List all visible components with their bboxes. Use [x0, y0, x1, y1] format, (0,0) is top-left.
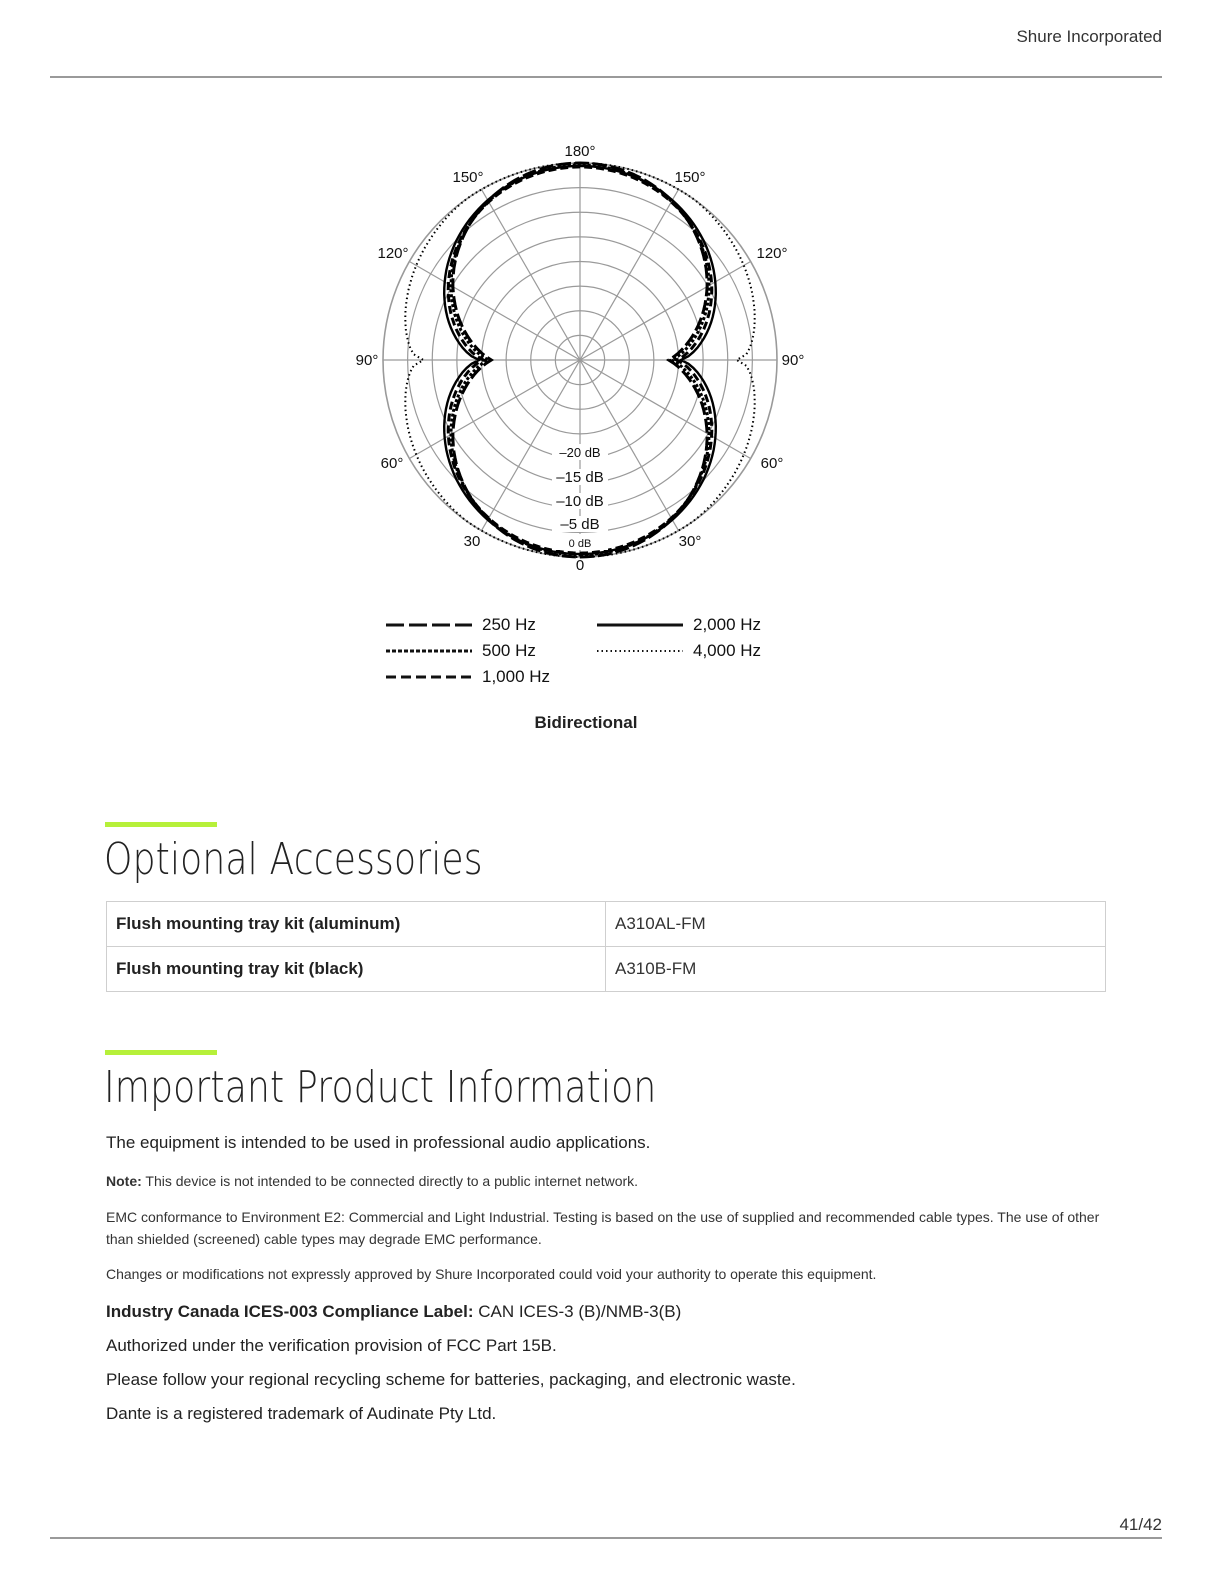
table-row: [107, 902, 1106, 947]
ic-label: Industry Canada ICES-003 Compliance Label:: [106, 1302, 474, 1321]
angle-label: 30°: [678, 533, 702, 550]
info-dante: Dante is a registered trademark of Audinate Pty Ltd.: [106, 1404, 497, 1423]
ring-label: –20 dB: [559, 445, 601, 460]
info-paragraph-professional: The equipment is intended to be used in professional audio applications.: [106, 1133, 651, 1152]
ring-label: 0 dB: [568, 538, 592, 550]
legend-item-250hz: [386, 614, 536, 636]
note-text: This device is not intended to be connected directly to a public internet network.: [141, 1173, 639, 1189]
angle-label: 60°: [380, 455, 404, 472]
section-accent-bar: [105, 1050, 217, 1055]
ring-label: –10 dB: [556, 493, 604, 510]
chart-caption: Bidirectional: [534, 713, 638, 732]
info-changes: Changes or modifications not expressly approved by Shure Incorporated could void your authority to operate this equipment.: [106, 1266, 877, 1282]
angle-label: 90°: [355, 352, 379, 369]
angle-label: 120°: [756, 245, 788, 262]
page-number: 41/42: [1119, 1515, 1162, 1534]
legend-label: 2,000 Hz: [693, 615, 762, 634]
ring-label: –15 dB: [556, 469, 604, 486]
info-heading: Important Product Information: [104, 1062, 657, 1113]
info-emc: EMC conformance to Environment E2: Commercial and Light Industrial. Testing is based on the use of supplied and recommended cable types. The use of other than shielded (screened) cable types may degrade EMC performance.: [106, 1209, 1100, 1247]
info-fcc: Authorized under the verification provision of FCC Part 15B.: [106, 1336, 557, 1355]
accessory-name: Flush mounting tray kit (aluminum): [107, 902, 606, 947]
info-ic-label: [106, 1302, 1106, 1322]
table-row: [107, 947, 1106, 992]
note-label: Note:: [106, 1173, 142, 1189]
info-recycle: Please follow your regional recycling scheme for batteries, packaging, and electronic waste.: [106, 1370, 796, 1389]
legend-label: 500 Hz: [482, 641, 536, 660]
angle-label: 60°: [760, 455, 784, 472]
angle-label: 90°: [781, 352, 805, 369]
legend-label: 4,000 Hz: [693, 641, 762, 660]
accessories-heading: Optional Accessories: [104, 834, 483, 885]
angle-label: 30: [463, 533, 481, 550]
ic-value: CAN ICES-3 (B)/NMB-3(B): [473, 1302, 682, 1321]
ring-label: –5 dB: [560, 516, 600, 533]
footer-divider: [50, 1537, 1162, 1539]
legend-item-2000hz: [597, 614, 761, 636]
section-accent-bar: [105, 822, 217, 827]
info-note: [106, 1170, 1106, 1192]
angle-label: 0: [575, 557, 585, 574]
accessory-code: A310B-FM: [606, 947, 1106, 992]
chart-legend: [380, 614, 800, 694]
legend-label: 250 Hz: [482, 615, 536, 634]
accessory-name: Flush mounting tray kit (black): [107, 947, 606, 992]
header-company-name: Shure Incorporated: [1016, 27, 1162, 46]
legend-item-500hz: [386, 640, 536, 662]
angle-label: 180°: [564, 143, 596, 160]
legend-item-1000hz: [386, 666, 550, 688]
polar-pattern-chart: [340, 140, 820, 580]
accessories-table: [106, 901, 1106, 992]
angle-label: 150°: [674, 169, 706, 186]
angle-label: 150°: [452, 169, 484, 186]
header-divider: [50, 76, 1162, 78]
legend-label: 1,000 Hz: [482, 667, 551, 686]
angle-label: 120°: [377, 245, 409, 262]
legend-item-4000hz: [597, 640, 761, 662]
accessory-code: A310AL-FM: [606, 902, 1106, 947]
